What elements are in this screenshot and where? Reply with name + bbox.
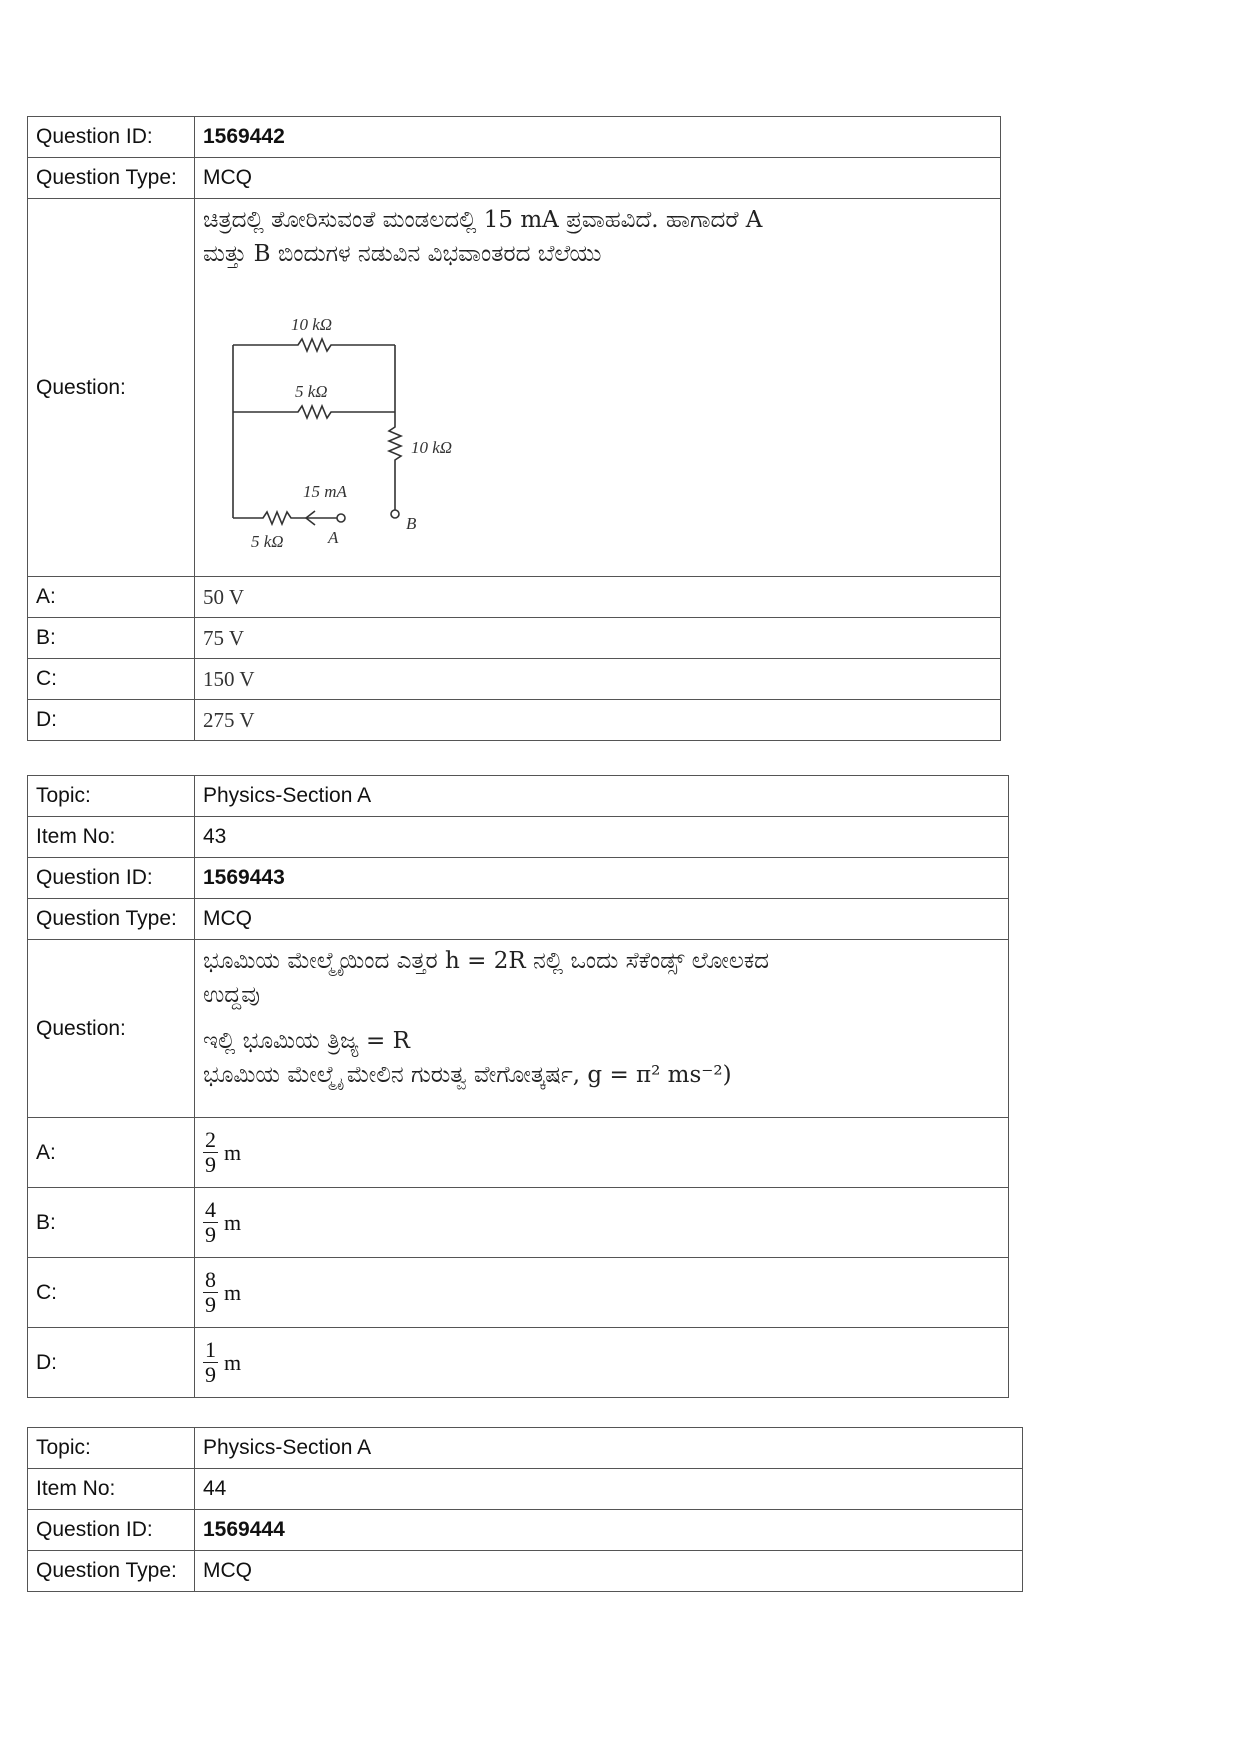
question-text-line: ಚಿತ್ರದಲ್ಲಿ ತೋರಿಸುವಂತೆ ಮಂಡಲದಲ್ಲಿ 15 mA ಪ್ರವಾಹವಿದೆ. ಹಾಗಾದರೆ A bbox=[203, 207, 763, 233]
question-type-value: MCQ bbox=[195, 899, 1009, 940]
question-body bbox=[195, 199, 1001, 577]
table-row bbox=[28, 199, 1001, 577]
table-row bbox=[28, 940, 1009, 1118]
label-r-mid: 5 kΩ bbox=[295, 382, 328, 401]
option-d-value bbox=[195, 1328, 1009, 1398]
question-label: Question: bbox=[28, 199, 195, 577]
table-row bbox=[28, 1428, 1023, 1469]
denominator: 9 bbox=[205, 1152, 216, 1177]
table-row bbox=[28, 700, 1001, 741]
circuit-diagram bbox=[203, 275, 503, 555]
numerator: 8 bbox=[205, 1267, 216, 1292]
question-text-line: ಇಲ್ಲಿ ಭೂಮಿಯ ತ್ರಿಜ್ಯ = R bbox=[203, 1028, 410, 1054]
table-row bbox=[28, 1510, 1023, 1551]
table-row bbox=[28, 577, 1001, 618]
numerator: 1 bbox=[205, 1337, 216, 1362]
denominator: 9 bbox=[205, 1362, 216, 1387]
option-c-value: 150 V bbox=[195, 659, 1001, 700]
resistor-mid bbox=[233, 406, 395, 418]
option-b-label: B: bbox=[28, 618, 195, 659]
item-no-label: Item No: bbox=[28, 1469, 195, 1510]
terminal-b bbox=[391, 510, 399, 518]
table-row bbox=[28, 899, 1009, 940]
question-type-label: Question Type: bbox=[28, 158, 195, 199]
label-r-bottom: 5 kΩ bbox=[251, 532, 284, 551]
numerator: 2 bbox=[205, 1127, 216, 1152]
option-a-label: A: bbox=[28, 1118, 195, 1188]
option-b-value: 75 V bbox=[195, 618, 1001, 659]
unit: m bbox=[224, 1349, 242, 1375]
fraction bbox=[203, 1338, 218, 1387]
unit: m bbox=[224, 1209, 242, 1235]
question-type-label: Question Type: bbox=[28, 899, 195, 940]
table-row bbox=[28, 618, 1001, 659]
table-row bbox=[28, 1328, 1009, 1398]
table-row bbox=[28, 817, 1009, 858]
table-row bbox=[28, 1118, 1009, 1188]
question-id-value: 1569442 bbox=[195, 117, 1001, 158]
question-type-value: MCQ bbox=[195, 158, 1001, 199]
label-current: 15 mA bbox=[303, 482, 347, 501]
unit: m bbox=[224, 1139, 242, 1165]
item-no-label: Item No: bbox=[28, 817, 195, 858]
item-no-value: 43 bbox=[195, 817, 1009, 858]
option-b-value bbox=[195, 1188, 1009, 1258]
table-row bbox=[28, 1188, 1009, 1258]
question-label: Question: bbox=[28, 940, 195, 1118]
question-text-line: ಭೂಮಿಯ ಮೇಲ್ಮೈಯಿಂದ ಎತ್ತರ h = 2R ನಲ್ಲಿ ಒಂದು ಸೆಕೆಂಡ್ಸ್ ಲೋಲಕದ bbox=[203, 948, 770, 974]
label-r-right: 10 kΩ bbox=[411, 438, 453, 457]
question-body bbox=[195, 940, 1009, 1118]
question-id-label: Question ID: bbox=[28, 1510, 195, 1551]
table-row bbox=[28, 776, 1009, 817]
item-no-value: 44 bbox=[195, 1469, 1023, 1510]
question-table-42 bbox=[27, 116, 1001, 741]
option-c-value bbox=[195, 1258, 1009, 1328]
option-d-label: D: bbox=[28, 1328, 195, 1398]
option-c-label: C: bbox=[28, 1258, 195, 1328]
resistor-right bbox=[389, 345, 401, 510]
topic-label: Topic: bbox=[28, 776, 195, 817]
numerator: 4 bbox=[205, 1197, 216, 1222]
option-d-value: 275 V bbox=[195, 700, 1001, 741]
option-d-label: D: bbox=[28, 700, 195, 741]
table-row bbox=[28, 858, 1009, 899]
option-a-value bbox=[195, 1118, 1009, 1188]
label-r-top: 10 kΩ bbox=[291, 315, 333, 334]
option-a-label: A: bbox=[28, 577, 195, 618]
denominator: 9 bbox=[205, 1292, 216, 1317]
option-a-value: 50 V bbox=[195, 577, 1001, 618]
question-text-line: ಭೂಮಿಯ ಮೇಲ್ಮೈ ಮೇಲಿನ ಗುರುತ್ವ ವೇಗೋತ್ಕರ್ಷ, g = π² ms⁻²) bbox=[203, 1062, 732, 1088]
table-row bbox=[28, 1469, 1023, 1510]
topic-value: Physics-Section A bbox=[195, 1428, 1023, 1469]
option-b-label: B: bbox=[28, 1188, 195, 1258]
topic-label: Topic: bbox=[28, 1428, 195, 1469]
resistor-bottom bbox=[233, 512, 338, 524]
question-id-value: 1569443 bbox=[195, 858, 1009, 899]
table-row bbox=[28, 1551, 1023, 1592]
question-id-value: 1569444 bbox=[195, 1510, 1023, 1551]
terminal-a bbox=[337, 514, 345, 522]
table-row bbox=[28, 158, 1001, 199]
question-table-43 bbox=[27, 775, 1009, 1398]
label-point-a: A bbox=[328, 528, 339, 547]
fraction bbox=[203, 1128, 218, 1177]
fraction bbox=[203, 1198, 218, 1247]
resistor-top bbox=[233, 339, 395, 351]
option-c-label: C: bbox=[28, 659, 195, 700]
question-text-line: ಮತ್ತು B ಬಿಂದುಗಳ ನಡುವಿನ ವಿಭವಾಂತರದ ಬೆಲೆಯು bbox=[203, 241, 602, 267]
table-row bbox=[28, 1258, 1009, 1328]
question-id-label: Question ID: bbox=[28, 858, 195, 899]
unit: m bbox=[224, 1279, 242, 1305]
question-type-label: Question Type: bbox=[28, 1551, 195, 1592]
question-text-line: ಉದ್ದವು bbox=[203, 982, 260, 1008]
table-row bbox=[28, 659, 1001, 700]
label-point-b: B bbox=[406, 514, 417, 533]
fraction bbox=[203, 1268, 218, 1317]
question-id-label: Question ID: bbox=[28, 117, 195, 158]
question-table-44 bbox=[27, 1427, 1023, 1592]
table-row bbox=[28, 117, 1001, 158]
question-type-value: MCQ bbox=[195, 1551, 1023, 1592]
topic-value: Physics-Section A bbox=[195, 776, 1009, 817]
denominator: 9 bbox=[205, 1222, 216, 1247]
